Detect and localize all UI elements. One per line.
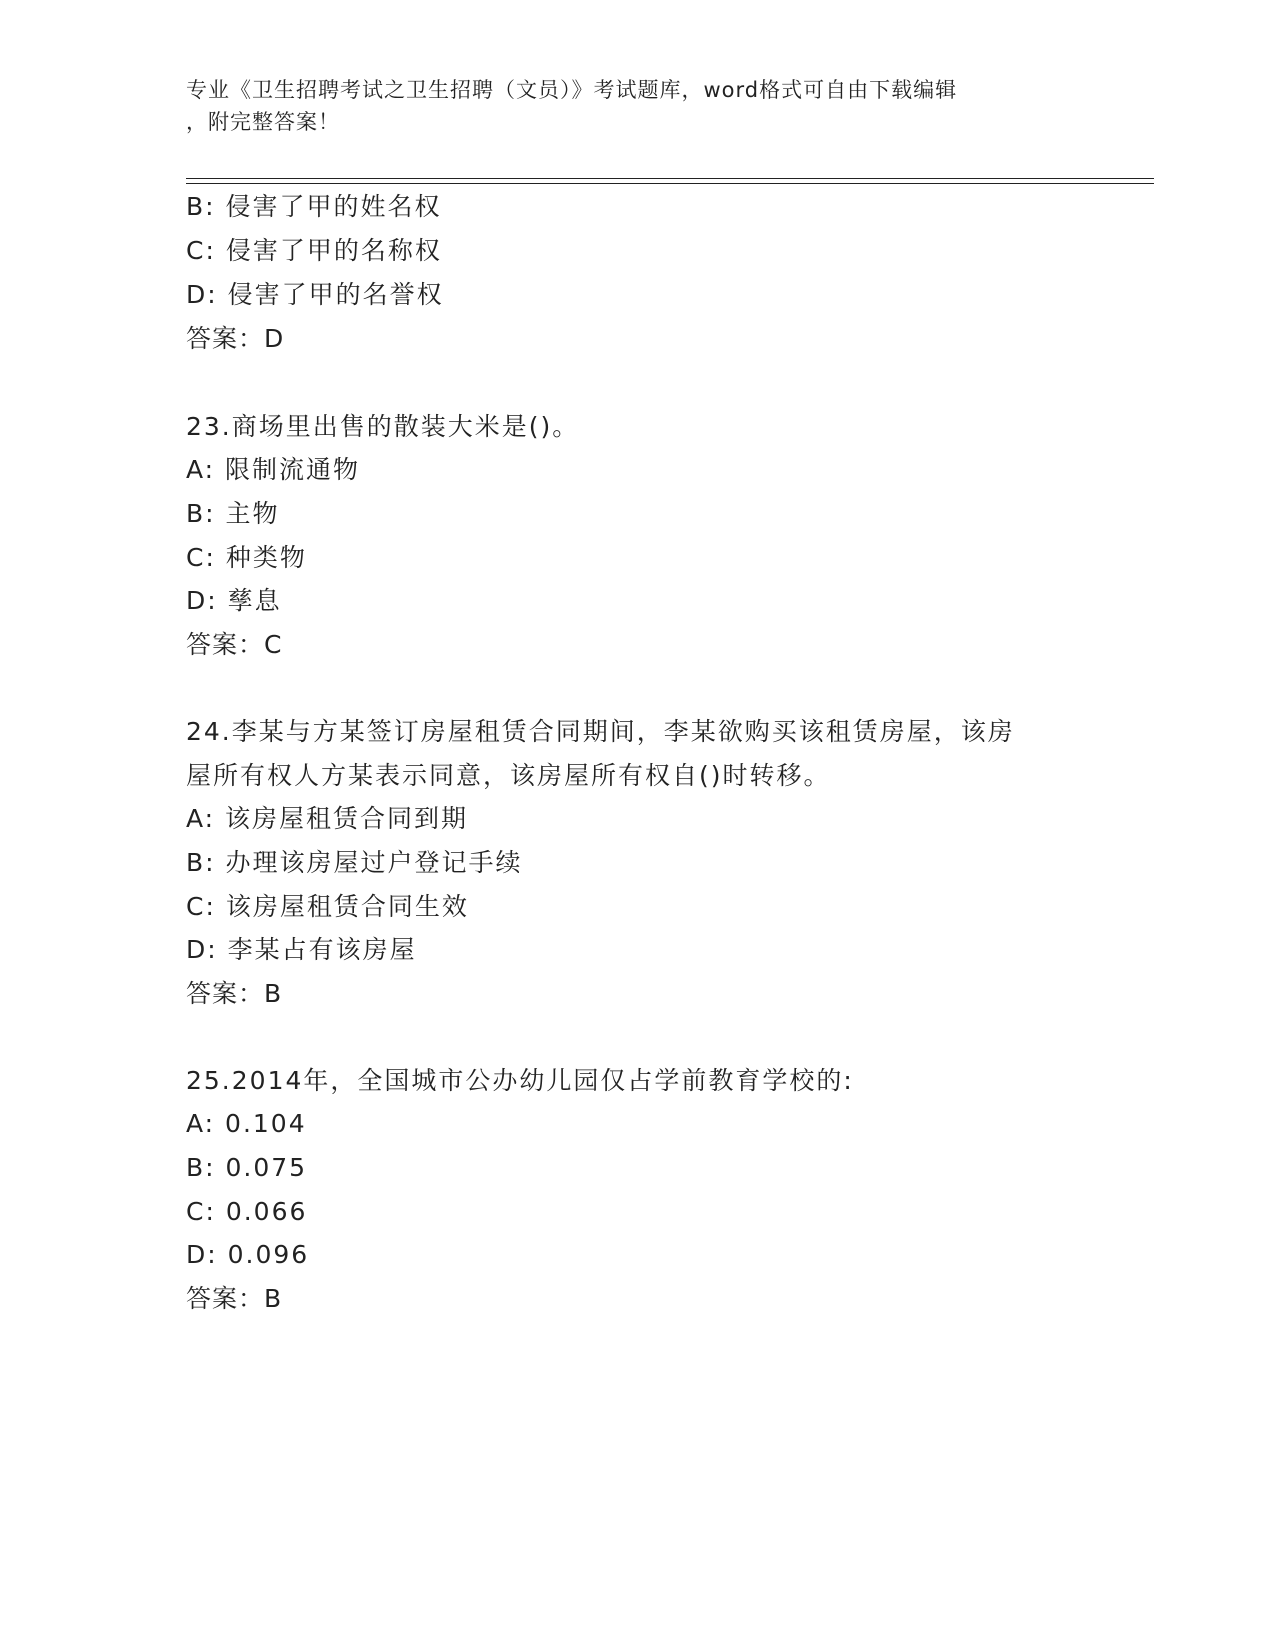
q23-option-c: C: 种类物 xyxy=(186,543,307,572)
q22-option-d: D: 侵害了甲的名誉权 xyxy=(186,280,444,309)
q25-question: 25.2014年，全国城市公办幼儿园仅占学前教育学校的: xyxy=(186,1066,854,1095)
header-divider-bottom xyxy=(186,183,1154,184)
q24-question-line2: 屋所有权人方某表示同意，该房屋所有权自()时转移。 xyxy=(186,761,831,790)
q25-option-a: A: 0.104 xyxy=(186,1109,307,1138)
q23-answer: 答案：C xyxy=(186,630,283,659)
q25-option-c: C: 0.066 xyxy=(186,1197,308,1226)
q23-question: 23.商场里出售的散装大米是()。 xyxy=(186,412,580,441)
q25-answer: 答案：B xyxy=(186,1284,283,1313)
q24-answer: 答案：B xyxy=(186,979,283,1008)
q25-option-d: D: 0.096 xyxy=(186,1240,310,1269)
q22-option-c: C: 侵害了甲的名称权 xyxy=(186,236,442,265)
q23-option-b: B: 主物 xyxy=(186,499,280,528)
q22-answer: 答案：D xyxy=(186,324,285,353)
q24-option-b: B: 办理该房屋过户登记手续 xyxy=(186,848,523,877)
header-divider-top xyxy=(186,178,1154,179)
header-title-line1: 专业《卫生招聘考试之卫生招聘（文员）》考试题库，word格式可自由下载编辑 xyxy=(186,78,958,102)
q24-option-a: A: 该房屋租赁合同到期 xyxy=(186,804,469,833)
q25-option-b: B: 0.075 xyxy=(186,1153,308,1182)
q24-option-c: C: 该房屋租赁合同生效 xyxy=(186,892,469,921)
header-title-line2: ，附完整答案！ xyxy=(186,110,340,134)
page-header xyxy=(186,74,1086,138)
q22-option-b: B: 侵害了甲的姓名权 xyxy=(186,192,442,221)
q24-question-line1: 24.李某与方某签订房屋租赁合同期间，李某欲购买该租赁房屋，该房 xyxy=(186,717,1015,746)
q23-option-d: D: 孳息 xyxy=(186,586,282,615)
q24-option-d: D: 李某占有该房屋 xyxy=(186,935,417,964)
q23-option-a: A: 限制流通物 xyxy=(186,455,361,484)
